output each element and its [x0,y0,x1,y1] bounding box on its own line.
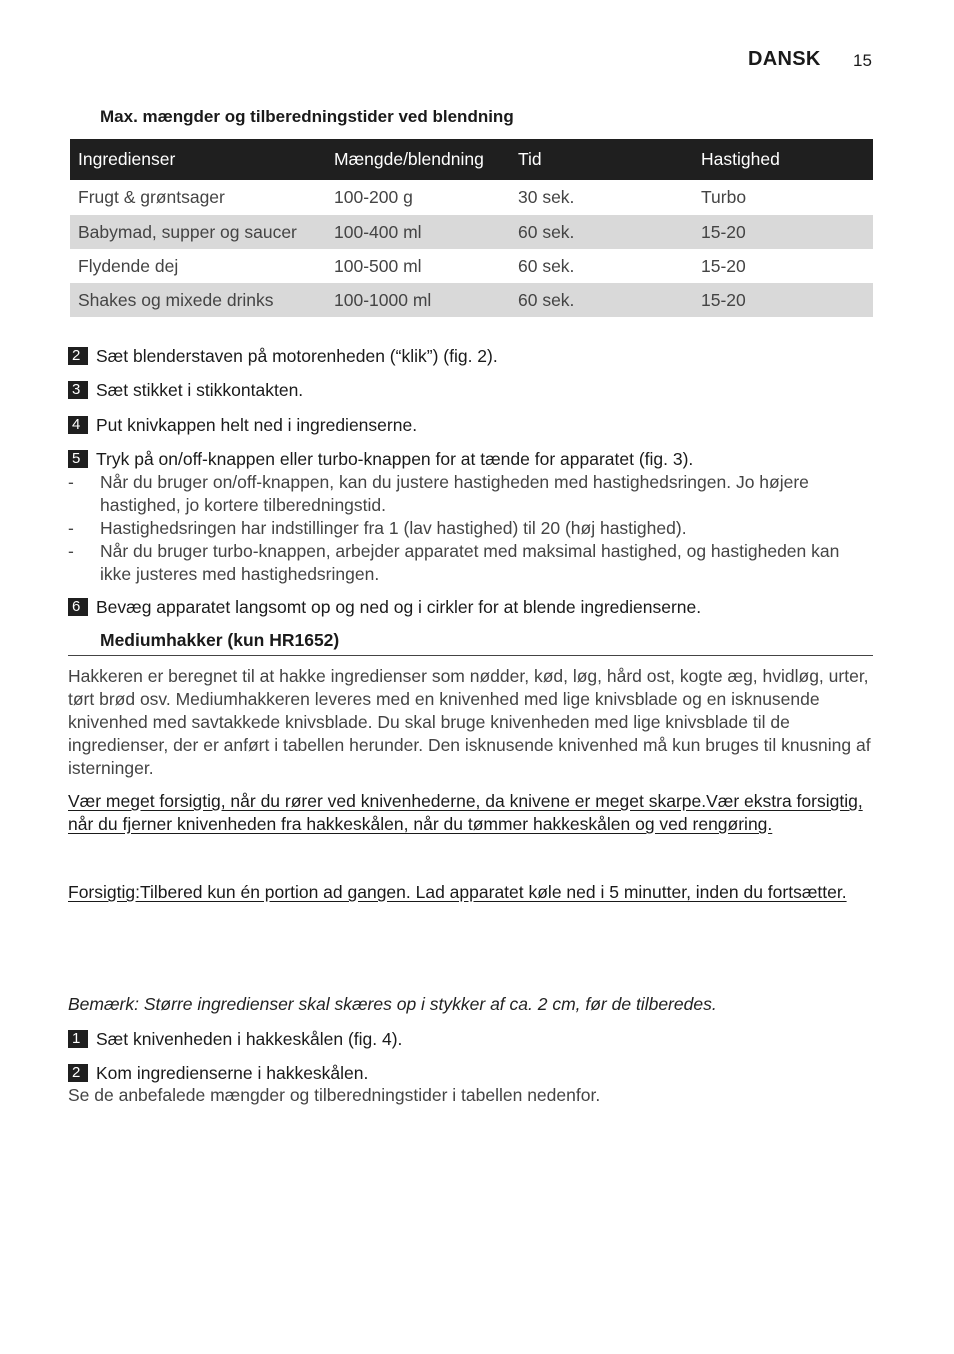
bullet-dash: - [68,541,74,561]
table-row [70,249,873,283]
warning-text-content: Vær meget forsigtig, når du rører ved knivenhederne, da knivene er meget skarpe.Vær ekstra forsigtig, når du fjerner knivenheden fra hakkeskålen, når du tømmer hakkeskålen og ved rengøring. [68,791,863,834]
table-cell: Frugt & grøntsager [78,187,225,207]
column-header: Hastighed [693,139,873,180]
column-header: Tid [510,139,693,180]
step-text: Sæt stikket i stikkontakten. [96,380,304,400]
table-cell: Flydende dej [78,255,179,276]
step-item [68,346,498,367]
table-cell: 60 sek. [518,255,575,276]
step-number: 6 [68,598,88,616]
table-cell: 100-400 ml [326,215,510,249]
table-cell: 100-1000 ml [326,283,510,317]
table-cell: 100-500 ml [334,255,422,276]
table-cell: 60 sek. [510,215,693,249]
bullet-text: Når du bruger on/off-knappen, kan du justere hastigheden med hastighedsringen. Jo højere hastighed, jo kortere tilberedningstid. [100,472,809,515]
table-cell: Shakes og mixede drinks [70,283,326,317]
bullet-text: Når du bruger turbo-knappen, arbejder apparatet med maksimal hastighed, og hastigheden kan ikke justeres med hastighedsringen. [100,541,840,584]
bullet-dash: - [68,518,74,538]
warning-text [68,790,873,836]
table-header-row [70,139,873,180]
table-row [70,215,873,249]
table-cell: 60 sek. [510,283,693,317]
list-item [68,471,868,517]
caution-text-content: Forsigtig:Tilbered kun én portion ad gangen. Lad apparatet køle ned i 5 minutter, inden du fortsætter. [68,882,847,902]
subheading: Mediumhakker (kun HR1652) [100,630,340,650]
step-item [68,1029,402,1050]
caution-text [68,881,873,904]
column-header: Ingredienser [70,139,326,180]
section-title: Max. mængder og tilberedningstider ved blendning [100,107,514,126]
step-item [68,1063,368,1084]
table-cell: 15-20 [693,283,873,317]
table-cell: Turbo [701,187,747,207]
step-number: 2 [68,1064,88,1082]
table-cell: 15-20 [693,215,873,249]
step-number: 1 [68,1030,88,1048]
step-text: Sæt knivenheden i hakkeskålen (fig. 4). [96,1029,403,1049]
list-item [68,540,868,586]
step-number: 5 [68,450,88,468]
bullet-text: Hastighedsringen har indstillinger fra 1 (lav hastighed) til 20 (høj hastighed). [100,518,687,538]
step-number: 2 [68,347,88,365]
table-row [70,180,873,215]
intro-paragraph: Hakkeren er beregnet til at hakke ingredienser som nødder, kød, løg, hård ost, kogte æg, hvidløg, urter, tørt brød osv. Mediumhakkeren leveres med en knivenhed med lige knivsblade og en isknusende knivenhed med savtakkede knivsblade. Du skal bruge knivenheden med lige knivsblade til de ingredienser, der er anført i tabellen herunder. Den isknusende knivenhed må kun bruges til knusning af isterninger. [68,666,871,778]
language-label: DANSK [748,48,821,70]
step-number: 4 [68,416,88,434]
table-cell: 30 sek. [518,187,575,207]
column-header: Mængde/blendning [326,139,510,180]
step-number: 3 [68,381,88,399]
table-row [70,283,873,317]
step-text: Kom ingredienserne i hakkeskålen. [96,1063,369,1083]
step-item [68,449,693,470]
step-item [68,380,303,401]
page-number: 15 [853,51,872,70]
step-text: Put knivkappen helt ned i ingredienserne. [96,415,418,435]
step-item [68,415,417,436]
table-cell: 15-20 [701,255,746,276]
table-cell: 100-200 g [334,187,413,207]
step-item [68,597,701,618]
table-cell: Babymad, supper og saucer [70,215,326,249]
subheading-divider [68,655,873,656]
step-text: Tryk på on/off-knappen eller turbo-knappen for at tænde for apparatet (fig. 3). [96,449,694,469]
step-text: Sæt blenderstaven på motorenheden (“klik”) (fig. 2). [96,346,498,366]
bullet-dash: - [68,472,74,492]
list-item [68,517,868,540]
step-text: Bevæg apparatet langsomt op og ned og i cirkler for at blende ingredienserne. [96,597,702,617]
note-text: Bemærk: Større ingredienser skal skæres op i stykker af ca. 2 cm, før de tilberedes. [68,994,717,1014]
final-instruction: Se de anbefalede mængder og tilberedningstider i tabellen nedenfor. [68,1085,601,1105]
blending-table [70,139,873,317]
